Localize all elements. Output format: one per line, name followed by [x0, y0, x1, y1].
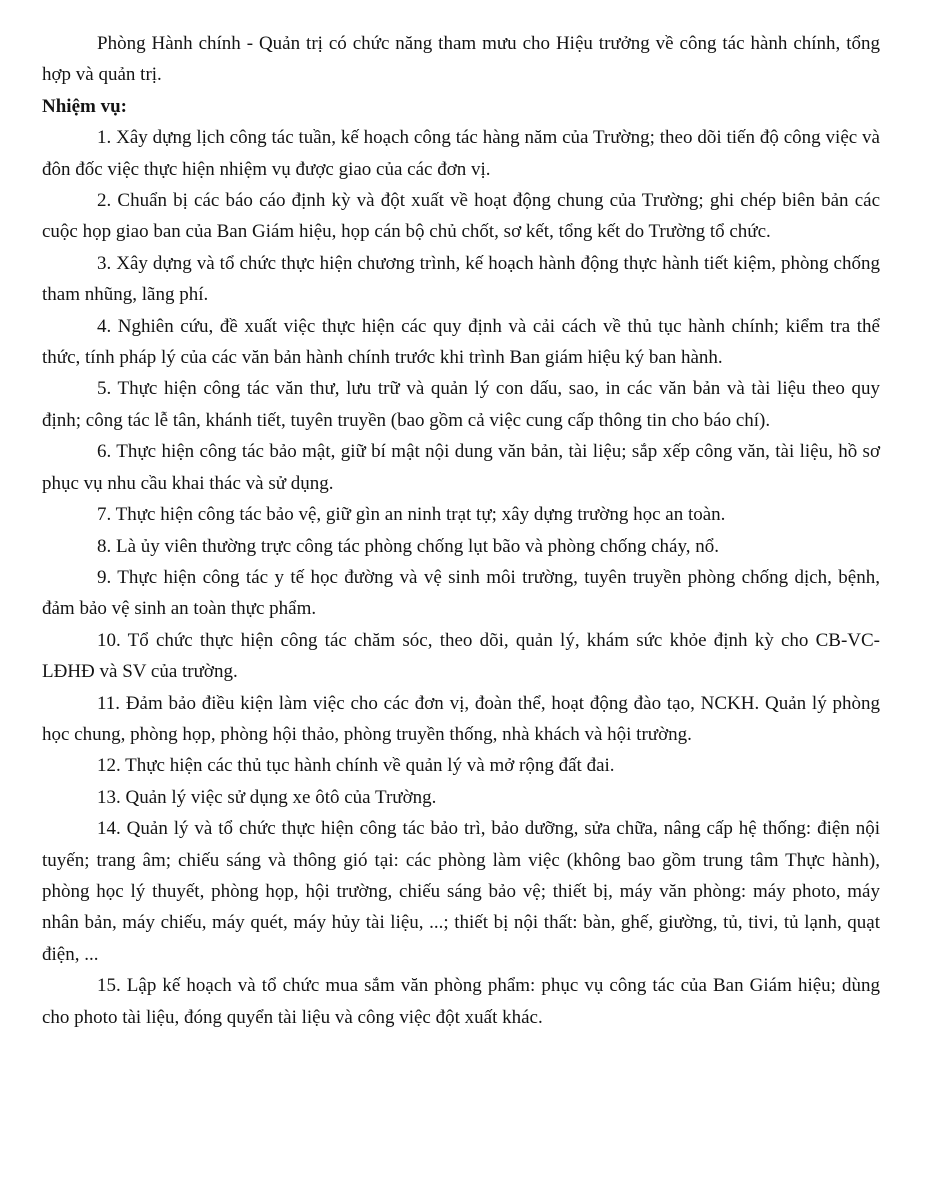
duty-item-4: 4. Nghiên cứu, đề xuất việc thực hiện các quy định và cải cách về thủ tục hành chính; kiểm tra thể thức, tính pháp lý của các văn bản hành chính trước khi trình Ban giám hiệu ký ban hành. [42, 315, 880, 369]
document-page [42, 28, 880, 1033]
duty-item-14: 14. Quản lý và tổ chức thực hiện công tác bảo trì, bảo dưỡng, sửa chữa, nâng cấp hệ thống: điện nội tuyến; trang âm; chiếu sáng và thông gió tại: các phòng làm việc (không bao gồm trung tâm Thực hành), phòng học lý thuyết, phòng họp, hội trường, chiếu sáng bảo vệ; thiết bị, máy văn phòng: máy photo, máy nhân bản, máy chiếu, máy quét, máy hủy tài liệu, ...; thiết bị nội thất: bàn, ghế, giường, tủ, tivi, tủ lạnh, quạt điện, ... [42, 818, 880, 965]
duty-item-5: 5. Thực hiện công tác văn thư, lưu trữ và quản lý con dấu, sao, in các văn bản và tài liệu theo quy định; công tác lễ tân, khánh tiết, tuyên truyền (bao gồm cả việc cung cấp thông tin cho báo chí). [42, 378, 880, 431]
duty-item-15: 15. Lập kế hoạch và tổ chức mua sắm văn phòng phẩm: phục vụ công tác của Ban Giám hiệu; dùng cho photo tài liệu, đóng quyển tài liệu và công việc đột xuất khác. [42, 975, 880, 1028]
duty-item-10: 10. Tổ chức thực hiện công tác chăm sóc, theo dõi, quản lý, khám sức khỏe định kỳ cho CB-VC-LĐHĐ và SV của trường. [42, 629, 880, 683]
duty-item-9: 9. Thực hiện công tác y tế học đường và vệ sinh môi trường, tuyên truyền phòng chống dịch, bệnh, đảm bảo vệ sinh an toàn thực phẩm. [42, 566, 880, 620]
duty-item-8: 8. Là ủy viên thường trực công tác phòng chống lụt bão và phòng chống cháy, nổ. [97, 535, 719, 557]
duty-item-13: 13. Quản lý việc sử dụng xe ôtô của Trường. [97, 786, 437, 808]
duty-item-7: 7. Thực hiện công tác bảo vệ, giữ gìn an ninh trạt tự; xây dựng trường học an toàn. [97, 504, 726, 526]
duty-item-1: 1. Xây dựng lịch công tác tuần, kế hoạch công tác hàng năm của Trường; theo dõi tiến độ công việc và đôn đốc việc thực hiện nhiệm vụ được giao của các đơn vị. [42, 127, 880, 180]
duty-item-3: 3. Xây dựng và tổ chức thực hiện chương trình, kế hoạch hành động thực hành tiết kiệm, phòng chống tham nhũng, lãng phí. [42, 252, 880, 306]
intro-paragraph: Phòng Hành chính - Quản trị có chức năng tham mưu cho Hiệu trưởng về công tác hành chính, tổng hợp và quản trị. [42, 33, 880, 86]
duty-item-6: 6. Thực hiện công tác bảo mật, giữ bí mật nội dung văn bản, tài liệu; sắp xếp công văn, tài liệu, hồ sơ phục vụ nhu cầu khai thác và sử dụng. [42, 441, 880, 494]
duty-item-12: 12. Thực hiện các thủ tục hành chính về quản lý và mở rộng đất đai. [97, 755, 615, 777]
section-heading: Nhiệm vụ: [42, 95, 127, 117]
duty-item-11: 11. Đảm bảo điều kiện làm việc cho các đơn vị, đoàn thể, hoạt động đào tạo, NCKH. Quản lý phòng học chung, phòng họp, phòng hội thảo, phòng truyền thống, nhà khách và hội trường. [42, 692, 880, 745]
duty-item-2: 2. Chuẩn bị các báo cáo định kỳ và đột xuất về hoạt động chung của Trường; ghi chép biên bản các cuộc họp giao ban của Ban Giám hiệu, họp cán bộ chủ chốt, sơ kết, tổng kết do Trường tổ chức. [42, 190, 880, 243]
